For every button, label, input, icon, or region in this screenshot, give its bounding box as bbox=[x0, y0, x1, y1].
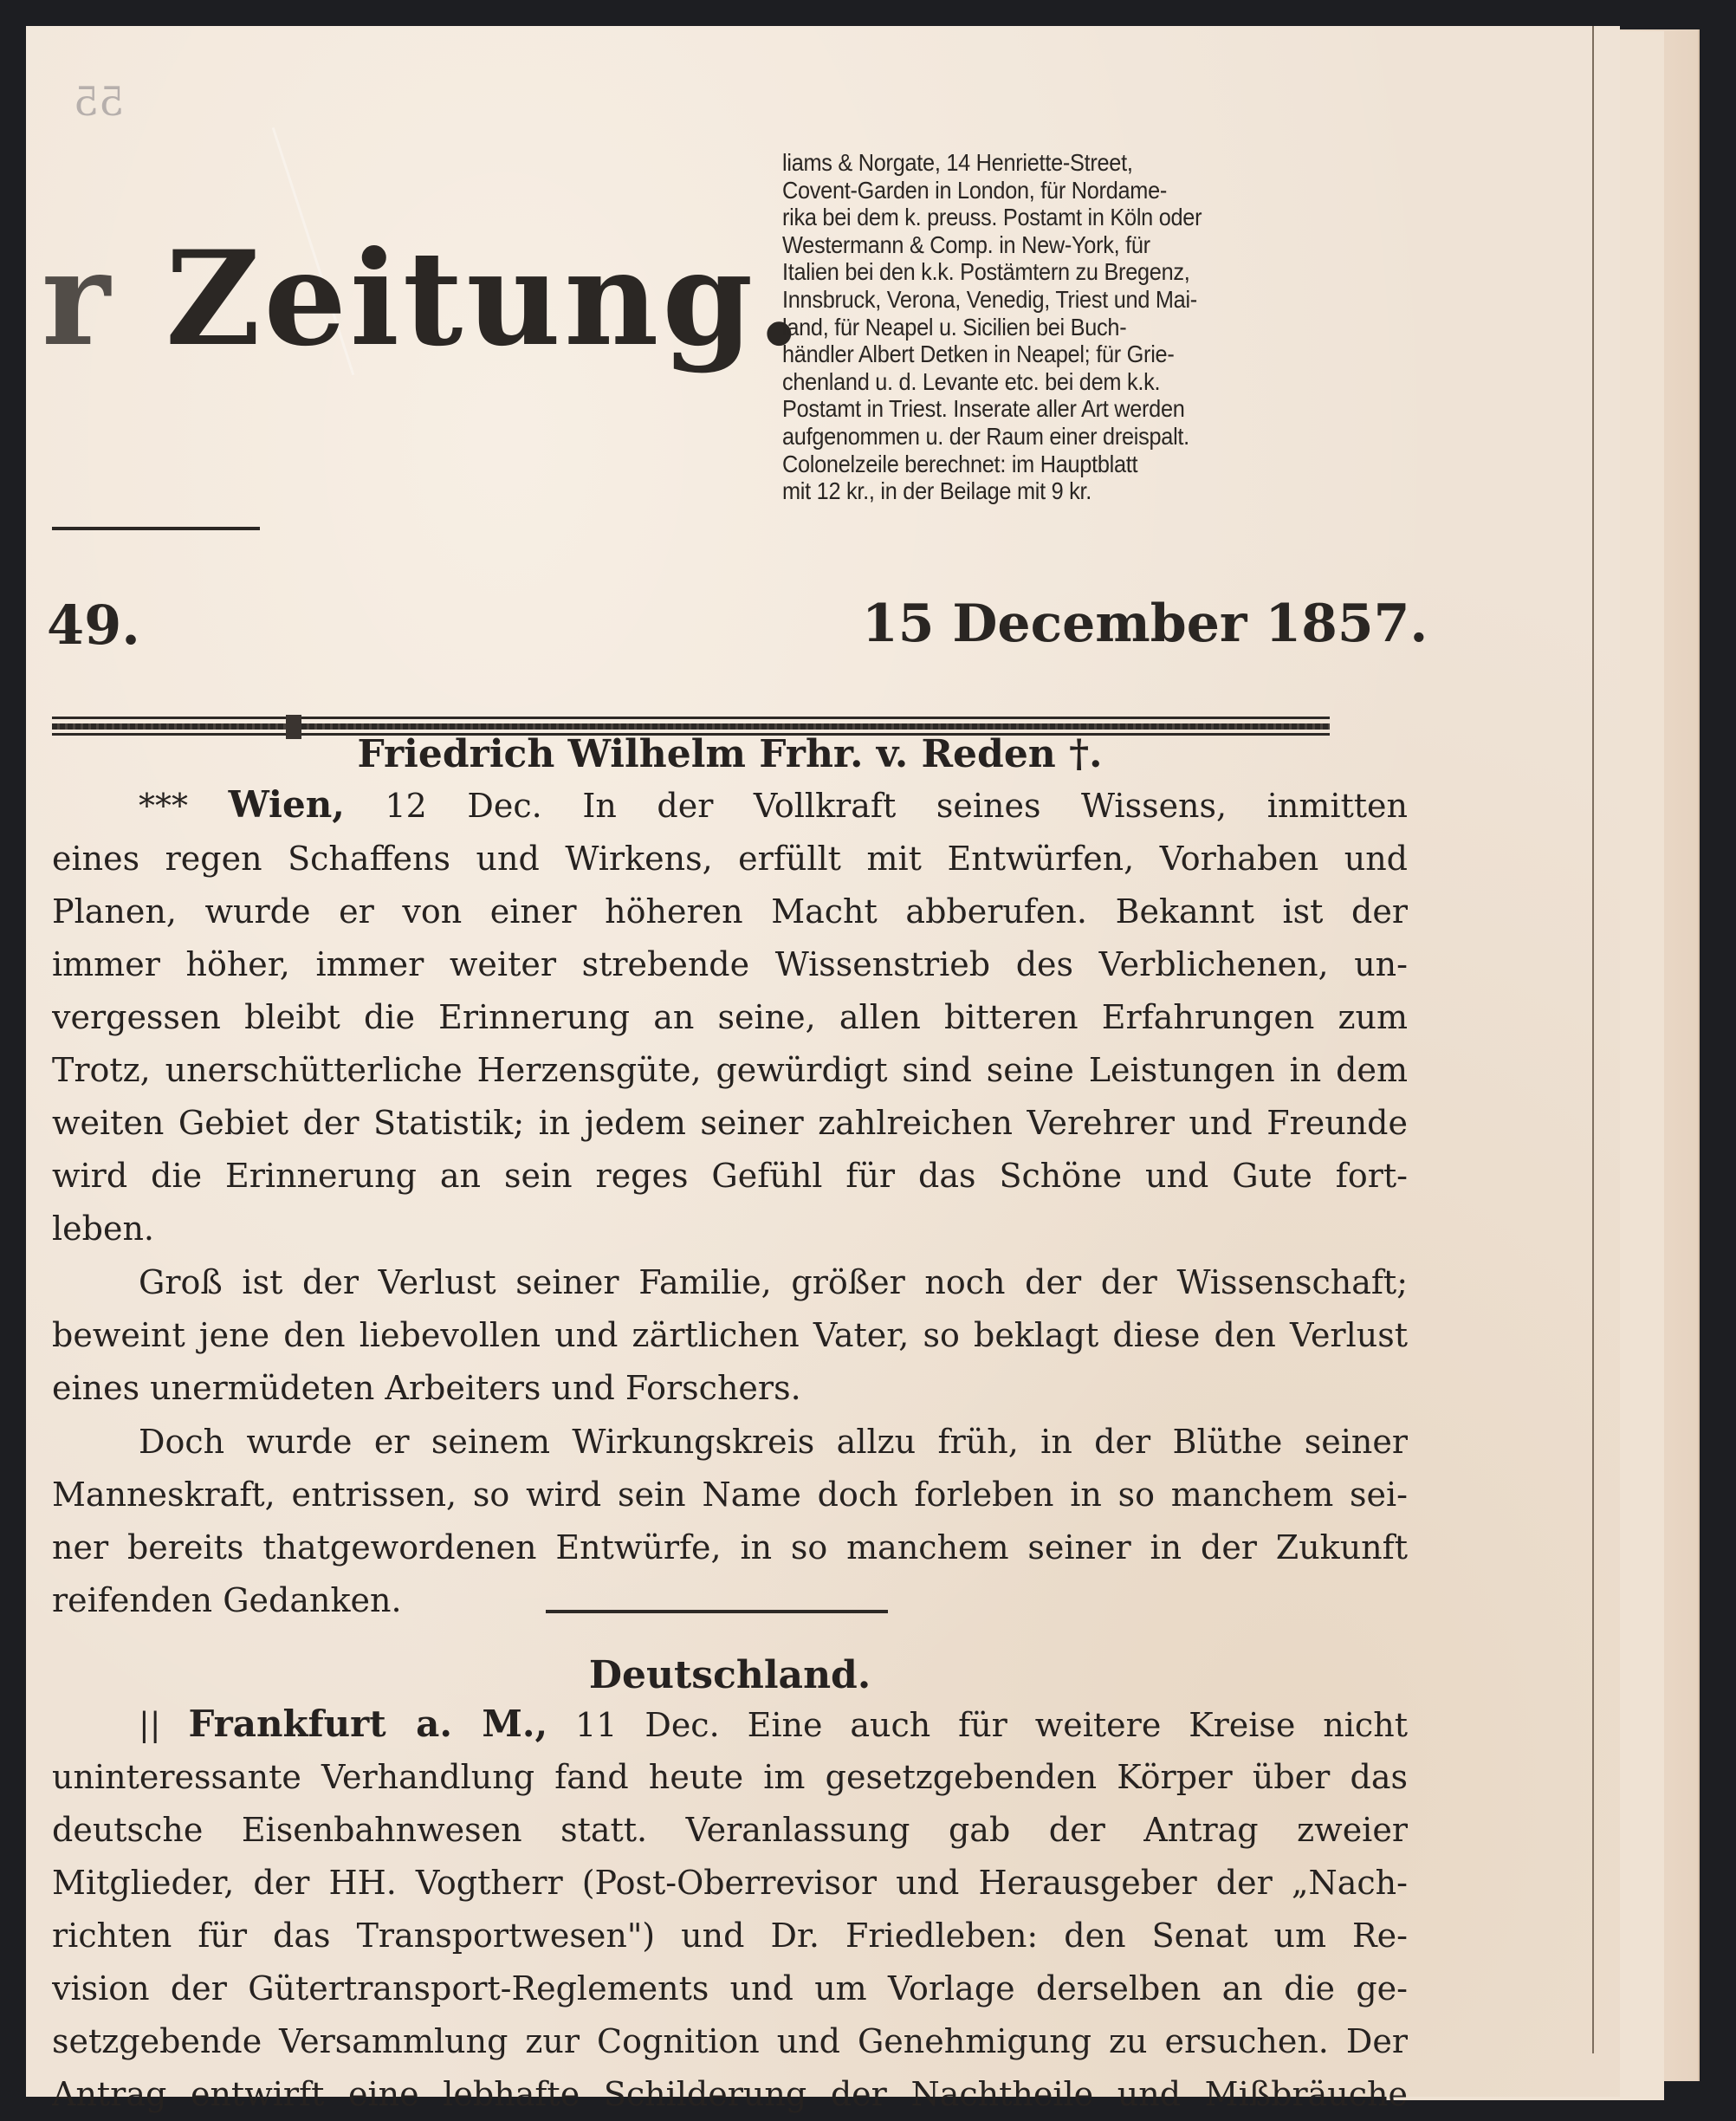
text-line: vision der Gütertransport-Reglements und um Vorlage derselben an die ge- bbox=[52, 1969, 1408, 2007]
section-divider bbox=[546, 1610, 888, 1613]
imprint-line: mit 12 kr., in der Beilage mit 9 kr. bbox=[782, 477, 1092, 505]
text-line: eines regen Schaffens und Wirkens, erfüllt mit Entwürfen, Vorhaben und bbox=[52, 840, 1408, 878]
imprint-column bbox=[782, 149, 1344, 505]
dateline-place: Wien, bbox=[228, 786, 345, 824]
masthead-rule bbox=[52, 527, 260, 530]
text-line: uninteressante Verhandlung fand heute im gesetzgebenden Körper über das bbox=[52, 1758, 1408, 1796]
dateline-place: Frankfurt a. M., bbox=[188, 1705, 548, 1743]
text-line: eines unermüdeten Arbeiters und Forschers. bbox=[52, 1369, 801, 1407]
text-line: Groß ist der Verlust seiner Familie, größer noch der der Wissenschaft; bbox=[139, 1263, 1408, 1301]
paper-fold-edge bbox=[1592, 26, 1594, 2053]
text-line: deutsche Eisenbahnwesen statt. Veranlassung gab der Antrag zweier bbox=[52, 1811, 1408, 1849]
obituary-heading: Friedrich Wilhelm Frhr. v. Reden †. bbox=[357, 732, 1103, 776]
text-line: Manneskraft, entrissen, so wird sein Name doch forleben in so manchem sei- bbox=[52, 1476, 1408, 1514]
issue-date: 15 December 1857. bbox=[862, 593, 1428, 654]
dateline-marker: *** bbox=[139, 787, 188, 824]
text-line: beweint jene den liebevollen und zärtlichen Vater, so beklagt diese den Verlust bbox=[52, 1316, 1408, 1354]
imprint-line: Westermann & Comp. in New-York, für bbox=[782, 230, 1150, 258]
text-line: ner bereits thatgewordenen Entwürfe, in so manchem seiner in der Zukunft bbox=[52, 1528, 1408, 1566]
imprint-line: händler Albert Detken in Neapel; für Grie- bbox=[782, 341, 1175, 368]
text-line: vergessen bleibt die Erinnerung an seine, allen bitteren Erfahrungen zum bbox=[52, 998, 1408, 1036]
imprint-line: Postamt in Triest. Inserate aller Art werden bbox=[782, 395, 1185, 423]
page-number-bleed: 55 bbox=[74, 78, 125, 125]
imprint-line: liams & Norgate, 14 Henriette-Street, bbox=[782, 149, 1133, 176]
imprint-line: Colonelzeile berechnet: im Hauptblatt bbox=[782, 450, 1138, 477]
imprint-line: land, für Neapel u. Sicilien bei Buch- bbox=[782, 313, 1127, 341]
section-heading: Deutschland. bbox=[588, 1653, 871, 1697]
text-line: leben. bbox=[52, 1210, 155, 1248]
text-line: setzgebende Versammlung zur Cognition und Genehmigung zu ersuchen. Der bbox=[52, 2022, 1408, 2060]
section-dateline bbox=[52, 1705, 1408, 1743]
imprint-line: chenland u. d. Levante etc. bei dem k.k. bbox=[782, 367, 1161, 395]
dateline-date: 12 Dec. bbox=[385, 787, 542, 824]
text-line: Planen, wurde er von einer höheren Macht abberufen. Bekannt ist der bbox=[52, 892, 1408, 931]
imprint-line: rika bei dem k. preuss. Postamt in Köln oder bbox=[782, 204, 1202, 231]
dateline-date: 11 Dec. bbox=[575, 1706, 720, 1743]
imprint-line: Covent-Garden in London, für Nordame- bbox=[782, 176, 1168, 204]
masthead-title bbox=[42, 223, 806, 375]
text-line: In der Vollkraft seines Wissens, inmitten bbox=[582, 787, 1408, 824]
masthead-leading-fragment: r bbox=[42, 223, 114, 375]
dateline-marker: || bbox=[139, 1706, 161, 1743]
newspaper-page bbox=[26, 26, 1620, 2113]
text-line: Doch wurde er seinem Wirkungskreis allzu früh, in der Blüthe seiner bbox=[139, 1423, 1408, 1461]
issue-number: 49. bbox=[47, 593, 140, 657]
text-line: richten für das Transportwesen") und Dr. Friedleben: den Senat um Re- bbox=[52, 1917, 1408, 1955]
text-line: reifenden Gedanken. bbox=[52, 1581, 402, 1619]
imprint-line: aufgenommen u. der Raum einer dreispalt. bbox=[782, 422, 1189, 450]
text-line: Antrag entwirft eine lebhafte Schilderung der Nachtheile und Mißbräuche bbox=[52, 2075, 1408, 2113]
imprint-line: Italien bei den k.k. Postämtern zu Bregenz, bbox=[782, 258, 1190, 286]
obituary-dateline bbox=[52, 786, 1408, 824]
text-line: immer höher, immer weiter strebende Wissenstrieb des Verblichenen, un- bbox=[52, 945, 1408, 983]
text-line: Eine auch für weitere Kreise nicht bbox=[747, 1706, 1408, 1743]
text-line: Mitglieder, der HH. Vogtherr (Post-Oberrevisor und Herausgeber der „Nach- bbox=[52, 1864, 1408, 1902]
text-line: Trotz, unerschütterliche Herzensgüte, gewürdigt sind seine Leistungen in dem bbox=[52, 1051, 1408, 1089]
text-line: weiten Gebiet der Statistik; in jedem seiner zahlreichen Verehrer und Freunde bbox=[52, 1104, 1408, 1142]
imprint-line: Innsbruck, Verona, Venedig, Triest und Mai- bbox=[782, 285, 1197, 313]
text-line: wird die Erinnerung an sein reges Gefühl für das Schöne und Gute fort- bbox=[52, 1157, 1408, 1195]
masthead-title-text: Zeitung. bbox=[165, 223, 806, 375]
